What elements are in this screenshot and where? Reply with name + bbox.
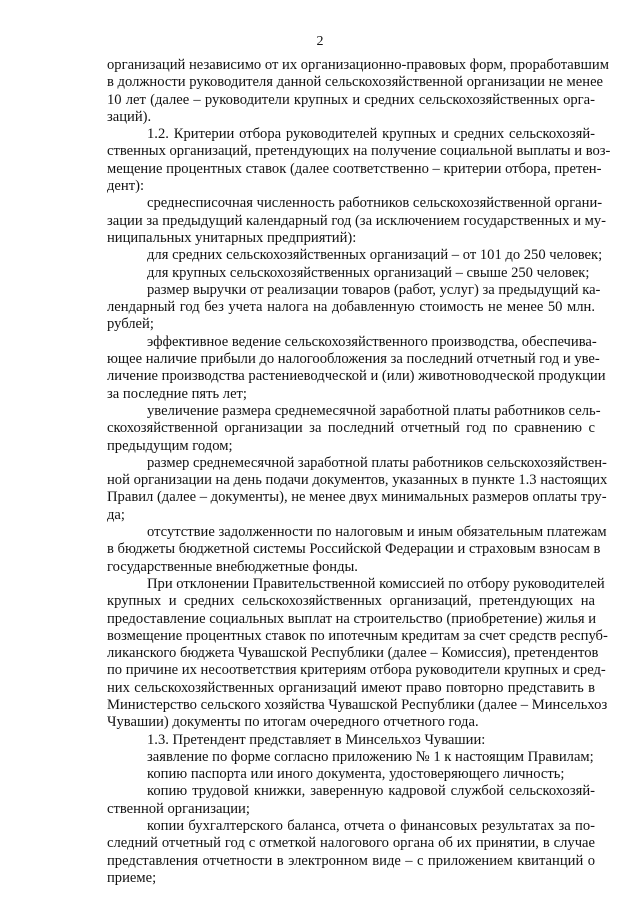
text-line: в должности руководителя данной сельскохозяйственной организации не менее	[107, 74, 604, 91]
text-line: ниципальных унитарных предприятий):	[107, 229, 357, 246]
text-line: в бюджеты бюджетной системы Российской Федерации и страховым взносам в	[107, 541, 601, 558]
text-line: увеличение размера среднемесячной заработной платы работников сель-	[147, 402, 601, 419]
text-line: представления отчетности в электронном виде – с приложением квитанций о	[107, 852, 595, 869]
text-line: копию паспорта или иного документа, удостоверяющего личность;	[147, 766, 565, 783]
text-line: организаций независимо от их организационно-правовых форм, проработавшим	[107, 57, 609, 73]
text-line: государственные внебюджетные фонды.	[107, 558, 358, 575]
text-line: для крупных сельскохозяйственных организаций – свыше 250 человек;	[147, 264, 590, 281]
text-line: ликанского бюджета Чувашской Республики (далее – Комиссия), претендентов	[107, 645, 599, 662]
text-line: дент):	[107, 178, 145, 195]
text-line: 10 лет (далее – руководители крупных и средних сельскохозяйственных орга-	[107, 91, 595, 108]
text-line: 1.2. Критерии отбора руководителей крупных и средних сельскохозяй-	[147, 126, 595, 143]
document-body	[107, 57, 611, 887]
text-line: размер среднемесячной заработной платы работников сельскохозяйствен-	[147, 454, 607, 471]
text-line: скохозяйственной организации за последний отчетный год по сравнению с	[107, 420, 595, 437]
text-line: следний отчетный год с отметкой налогового органа об их принятии, в случае	[107, 835, 595, 852]
text-line: предыдущим годом;	[107, 437, 233, 454]
page-number: 2	[316, 34, 324, 49]
text-line: крупных и средних сельскохозяйственных организаций, претендующих на	[107, 593, 595, 610]
text-line: рублей;	[107, 316, 154, 333]
text-line: Министерство сельского хозяйства Чувашской Республики (далее – Минсельхоз	[107, 696, 608, 713]
text-line: отсутствие задолженности по налоговым и иным обязательным платежам	[147, 524, 607, 541]
text-line: заций).	[107, 108, 152, 125]
text-line: Правил (далее – документы), не менее двух минимальных размеров оплаты тру-	[107, 489, 607, 506]
text-line: среднесписочная численность работников сельскохозяйственной органи-	[147, 195, 603, 212]
text-line: ственной организации;	[107, 800, 250, 817]
text-line: копию трудовой книжки, заверенную кадровой службой сельскохозяй-	[147, 783, 595, 800]
text-line: предоставление социальных выплат на строительство (приобретение) жилья и	[107, 610, 597, 627]
text-line: ющее наличие прибыли до налогообложения за последний отчетный год и уве-	[107, 351, 600, 368]
text-line: копии бухгалтерского баланса, отчета о финансовых результатах за по-	[147, 818, 595, 835]
text-line: лендарный год без учета налога на добавленную стоимость не менее 50 млн.	[107, 299, 595, 316]
text-line: да;	[107, 506, 125, 523]
text-line: размер выручки от реализации товаров (работ, услуг) за предыдущий ка-	[147, 281, 601, 298]
text-line: Чувашии) документы по итогам очередного отчетного года.	[107, 714, 479, 731]
text-line: При отклонении Правительственной комиссией по отбору руководителей	[147, 575, 605, 592]
text-line: эффективное ведение сельскохозяйственного производства, обеспечива-	[147, 333, 597, 350]
text-line: по причине их несоответствия критериям отбора руководители крупных и сред-	[107, 662, 606, 679]
text-line: приеме;	[107, 869, 157, 886]
text-line: за последние пять лет;	[107, 385, 247, 402]
text-line: ной организации на день подачи документов, указанных в пункте 1.3 настоящих	[107, 472, 608, 489]
text-line: возмещение процентных ставок по ипотечным кредитам за счет средств респуб-	[107, 627, 608, 644]
text-line: зации за предыдущий календарный год (за исключением государственных и му-	[107, 212, 607, 229]
text-line: ственных организаций, претендующих на получение социальной выплаты и воз-	[107, 143, 611, 160]
text-line: мещение процентных ставок (далее соответственно – критерии отбора, претен-	[107, 160, 602, 177]
text-line: для средних сельскохозяйственных организаций – от 101 до 250 человек;	[147, 247, 603, 264]
text-line: 1.3. Претендент представляет в Минсельхоз Чувашии:	[147, 731, 486, 748]
text-line: личение производства растениеводческой и (или) животноводческой продукции	[107, 368, 606, 385]
text-line: них сельскохозяйственных организаций имеют право повторно представить в	[107, 679, 595, 696]
text-line: заявление по форме согласно приложению № 1 к настоящим Правилам;	[147, 748, 594, 765]
